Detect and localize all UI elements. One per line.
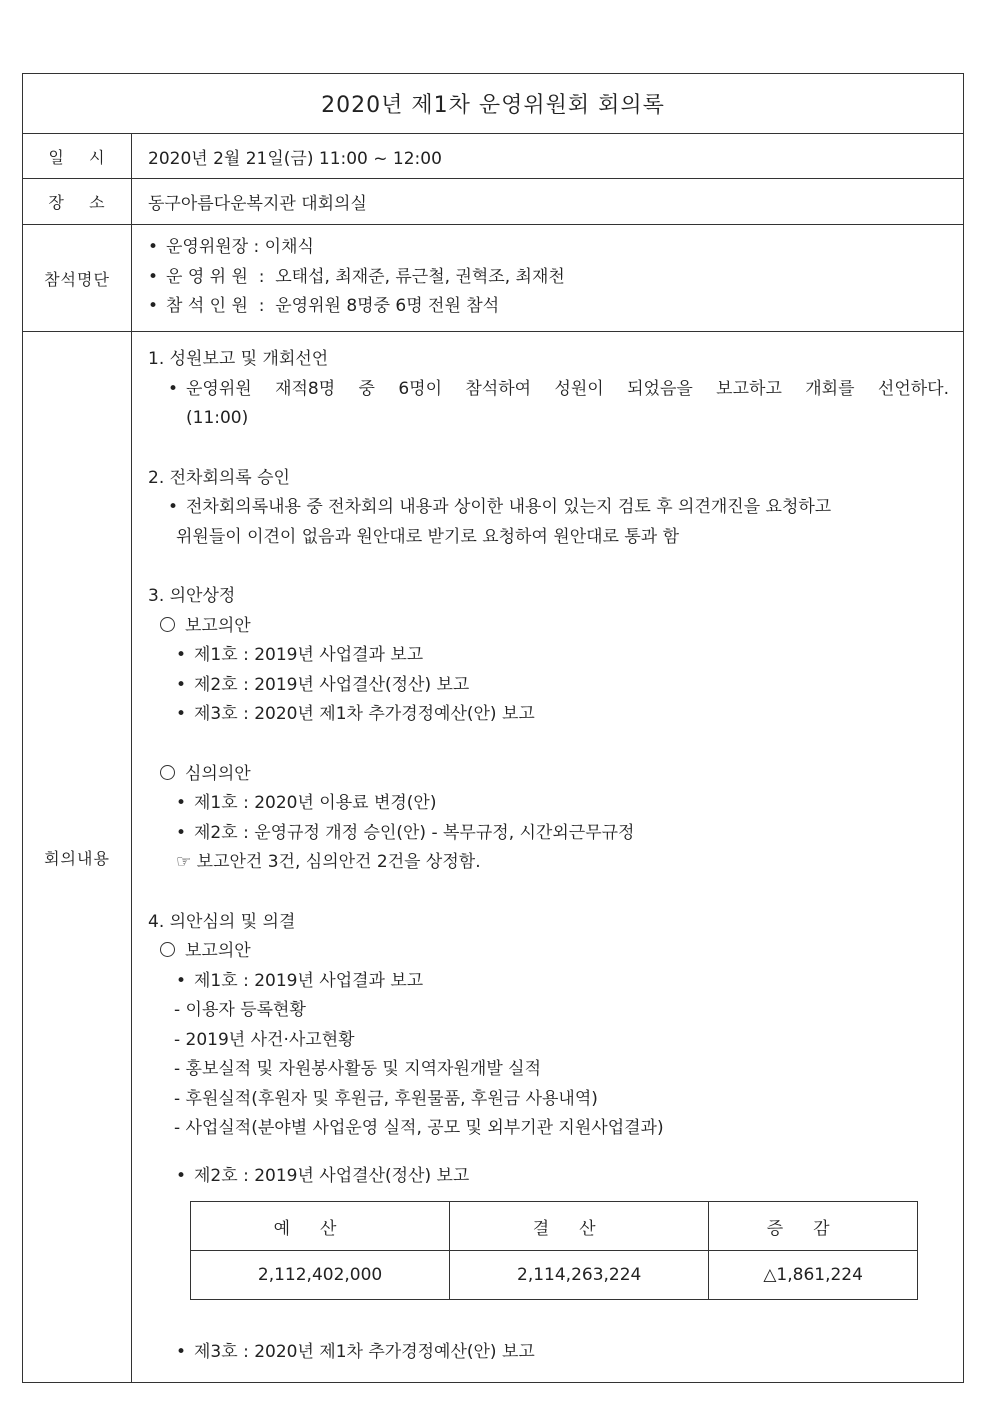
date-row xyxy=(23,134,963,179)
attendee-count: 참 석 인 원 : 운영위원 8명중 6명 전원 참석 xyxy=(166,296,500,316)
bullet-icon: • xyxy=(148,237,159,257)
section-heading: 3. 의안상정 xyxy=(148,586,236,606)
table-header-budget xyxy=(191,1202,450,1251)
budget-table xyxy=(190,1201,918,1300)
list-item-text: 제2호 : 2019년 사업결산(정산) 보고 xyxy=(194,1165,470,1186)
table-cell-budget: 2,112,402,000 xyxy=(191,1251,450,1300)
subsection-label: 보고의안 xyxy=(185,941,251,961)
list-item xyxy=(148,1338,963,1368)
header-text: 증감 xyxy=(766,1218,860,1239)
date-value: 2020년 2월 21일(금) 11:00 ~ 12:00 xyxy=(148,148,442,169)
list-item xyxy=(148,789,963,819)
minutes-content xyxy=(132,332,963,1382)
bullet-icon: • xyxy=(176,793,187,813)
section-text xyxy=(148,493,963,523)
bullet-icon: • xyxy=(176,674,187,695)
bullet-icon: • xyxy=(176,822,187,843)
table-header-settlement xyxy=(450,1202,709,1251)
minutes-document xyxy=(22,73,964,1383)
circle-icon xyxy=(160,617,175,632)
section-heading: 1. 성원보고 및 개회선언 xyxy=(148,349,329,369)
table-cell-settlement: 2,114,263,224 xyxy=(450,1251,709,1300)
subsection-heading xyxy=(148,612,963,642)
document-title: 2020년 제1차 운영위원회 회의록 xyxy=(23,74,963,134)
sub-item: - 2019년 사건·사고현황 xyxy=(174,1029,355,1050)
list-item xyxy=(148,819,963,849)
attendee-chair: 운영위원장 : 이채식 xyxy=(166,237,314,257)
list-item xyxy=(148,1162,963,1192)
sub-item: - 사업실적(분야별 사업운영 실적, 공모 및 외부기관 지원사업결과) xyxy=(174,1118,664,1138)
list-item xyxy=(148,671,963,701)
bullet-icon: • xyxy=(148,266,159,287)
bullet-icon: • xyxy=(176,1342,187,1362)
sub-item: - 후원실적(후원자 및 후원금, 후원물품, 후원금 사용내역) xyxy=(174,1088,598,1109)
table-row xyxy=(191,1251,918,1300)
list-item-text: 제1호 : 2019년 사업결과 보고 xyxy=(194,970,424,991)
subsection-label: 보고의안 xyxy=(185,615,251,636)
list-item xyxy=(148,967,963,997)
sub-item: - 홍보실적 및 자원봉사활동 및 지역자원개발 실적 xyxy=(174,1059,541,1079)
bullet-icon: • xyxy=(168,497,179,517)
bullet-icon: • xyxy=(176,1165,187,1186)
list-item xyxy=(148,700,963,730)
header-text: 예산 xyxy=(273,1218,367,1239)
attendees-row xyxy=(23,225,963,332)
attendees-label: 참석명단 xyxy=(23,225,132,331)
list-item-text: 제2호 : 운영규정 개정 승인(안) - 복무규정, 시간외근무규정 xyxy=(194,822,635,843)
subsection-label: 심의의안 xyxy=(185,763,251,784)
agenda-note: ☞ 보고안건 3건, 심의안건 2건을 상정함. xyxy=(176,852,481,872)
list-item xyxy=(148,641,963,671)
section-heading: 2. 전차회의록 승인 xyxy=(148,467,290,488)
minutes-label: 회의내용 xyxy=(23,332,132,1382)
list-item xyxy=(148,233,963,263)
list-item-text: 제3호 : 2020년 제1차 추가경정예산(안) 보고 xyxy=(194,704,535,724)
place-label: 장 소 xyxy=(23,179,132,224)
header-text: 결산 xyxy=(532,1218,626,1239)
list-item-text: 제1호 : 2020년 이용료 변경(안) xyxy=(194,793,437,813)
list-item xyxy=(148,292,963,322)
list-item xyxy=(148,263,963,293)
subsection-heading xyxy=(148,937,963,967)
section-text xyxy=(148,375,963,405)
section-text: (11:00) xyxy=(186,408,249,428)
bullet-icon: • xyxy=(176,704,187,724)
list-item-text: 제1호 : 2019년 사업결과 보고 xyxy=(194,645,424,665)
list-item-text: 제2호 : 2019년 사업결산(정산) 보고 xyxy=(194,674,470,695)
circle-icon xyxy=(160,765,175,780)
attendees-list xyxy=(132,225,963,331)
bullet-icon: • xyxy=(148,296,159,316)
table-header-change xyxy=(709,1202,918,1251)
minutes-row xyxy=(23,332,963,1382)
list-item-text: 제3호 : 2020년 제1차 추가경정예산(안) 보고 xyxy=(194,1342,535,1362)
place-value: 동구아름다운복지관 대회의실 xyxy=(148,194,367,214)
bullet-icon: • xyxy=(168,378,179,399)
section-heading: 4. 의안심의 및 의결 xyxy=(148,911,296,932)
attendee-members: 운 영 위 원 : 오태섭, 최재준, 류근철, 권혁조, 최재천 xyxy=(166,266,565,287)
section-text-body: 운영위원 재적8명 중 6명이 참석하여 성원이 되었음을 보고하고 개회를 선언하다. xyxy=(186,378,949,399)
table-header-row xyxy=(191,1202,918,1251)
bullet-icon: • xyxy=(176,970,187,991)
circle-icon xyxy=(160,942,175,957)
date-label: 일 시 xyxy=(23,134,132,178)
section-text: 위원들이 이견이 없음과 원안대로 받기로 요청하여 원안대로 통과 함 xyxy=(176,526,680,547)
table-cell-change: △1,861,224 xyxy=(709,1251,918,1300)
subsection-heading xyxy=(148,760,963,790)
section-text-body: 전차회의록내용 중 전차회의 내용과 상이한 내용이 있는지 검토 후 의견개진을 요청하고 xyxy=(186,497,832,517)
place-row xyxy=(23,179,963,225)
sub-item: - 이용자 등록현황 xyxy=(174,1000,306,1020)
bullet-icon: • xyxy=(176,645,187,665)
